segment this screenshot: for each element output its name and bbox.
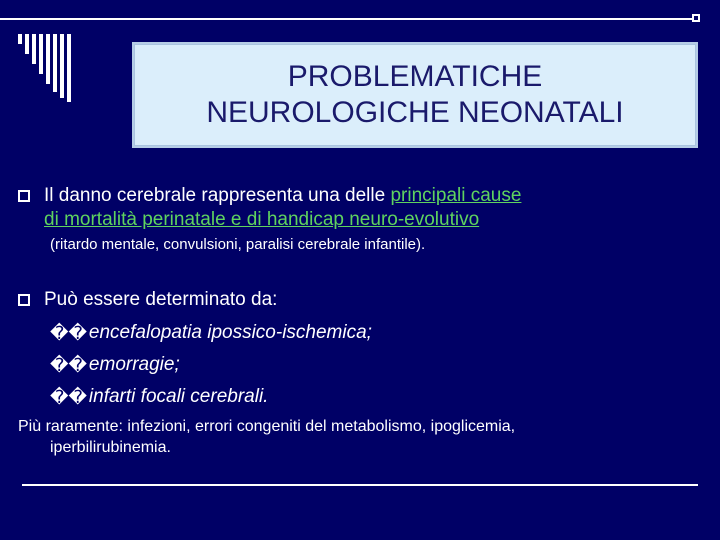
- cause-item-text: infarti focali cerebrali.: [88, 386, 269, 407]
- slide-title-box: [132, 42, 698, 148]
- bullet-point-2: [18, 288, 277, 312]
- rare-causes-line2: iperbilirubinemia.: [50, 439, 171, 456]
- replacement-glyph: ��: [50, 386, 87, 408]
- cause-item-text: encefalopatia ipossico-ischemica;: [88, 322, 372, 343]
- rare-causes-line1: Più raramente: infezioni, errori congeniti del metabolismo, ipoglicemia,: [18, 418, 516, 435]
- stripe: [25, 34, 29, 54]
- corner-square-icon: [692, 14, 700, 22]
- bullet-1-intro: Il danno cerebrale rappresenta una delle: [44, 185, 391, 206]
- top-decorative-line: [0, 18, 700, 20]
- replacement-glyph: ��: [50, 322, 87, 344]
- cause-item: [50, 354, 180, 376]
- bullet-point-1: [18, 184, 708, 232]
- stripe: [32, 34, 36, 64]
- bullet-2-text: Può essere determinato da:: [44, 289, 278, 310]
- bullet-1-text: [44, 184, 521, 232]
- rare-causes-note: [18, 416, 708, 458]
- replacement-glyph: ��: [50, 354, 87, 376]
- stripe: [46, 34, 50, 84]
- square-bullet-icon: [18, 294, 30, 306]
- stripe: [60, 34, 64, 98]
- slide-title-line2: NEUROLOGICHE NEONATALI: [206, 96, 624, 129]
- stripe: [18, 34, 22, 44]
- highlight-mortality-handicap: di mortalità perinatale e di handicap neuro-evolutivo: [44, 209, 480, 230]
- slide-title-line1: PROBLEMATICHE: [287, 60, 543, 93]
- cause-item-text: emorragie;: [88, 354, 180, 375]
- decorative-stripes: [18, 34, 128, 102]
- square-bullet-icon: [18, 190, 30, 202]
- bullet-1-detail: (ritardo mentale, convulsioni, paralisi cerebrale infantile).: [50, 236, 426, 253]
- footer-divider: [22, 484, 698, 486]
- stripe: [39, 34, 43, 74]
- stripe: [53, 34, 57, 92]
- cause-item: [50, 322, 372, 344]
- cause-item: [50, 386, 268, 408]
- stripe: [67, 34, 71, 102]
- highlight-principal-causes: principali cause: [390, 185, 522, 206]
